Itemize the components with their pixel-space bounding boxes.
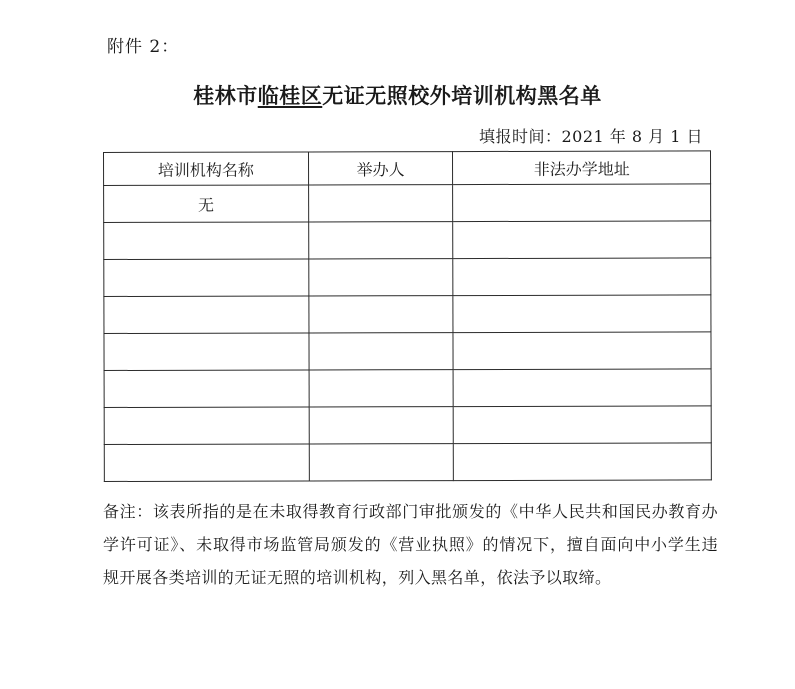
cell-organizer — [309, 444, 454, 481]
cell-illegal-address — [453, 184, 711, 222]
cell-organizer — [309, 333, 454, 370]
remarks-note: 备注：该表所指的是在未取得教育行政部门审批颁发的《中华人民共和国民办教育办学许可证》、未取得市场监管局颁发的《营业执照》的情况下，擅自面向中小学生违规开展各类培训的无证无照的培训机构，列入黑名单，依法予以取缔。 — [103, 502, 718, 587]
header-illegal-address: 非法办学地址 — [453, 151, 711, 185]
cell-illegal-address — [453, 258, 711, 296]
attachment-label: 附件 2： — [107, 37, 180, 57]
cell-institution-name — [104, 296, 309, 334]
cell-organizer — [309, 370, 454, 407]
cell-illegal-address — [453, 295, 711, 333]
cell-institution-name — [104, 222, 309, 260]
cell-institution-name — [104, 259, 309, 297]
cell-institution-name — [104, 444, 309, 482]
cell-organizer — [309, 296, 454, 333]
cell-institution-name — [104, 407, 309, 445]
table-row — [104, 332, 711, 371]
table-row — [104, 221, 711, 260]
table-row — [104, 406, 711, 445]
title-prefix: 桂林市 — [193, 84, 258, 108]
cell-institution-name — [104, 333, 309, 371]
cell-organizer — [309, 407, 454, 444]
cell-organizer — [308, 185, 453, 222]
table-row — [104, 295, 711, 334]
table-header-row — [104, 151, 711, 186]
cell-illegal-address — [454, 406, 712, 444]
title-district: 临桂区 — [257, 84, 323, 108]
document-title — [0, 80, 795, 110]
cell-institution-name: 无 — [104, 185, 309, 223]
table-row — [104, 258, 711, 297]
table-row — [104, 184, 711, 223]
header-institution-name: 培训机构名称 — [104, 152, 309, 186]
table-row — [104, 369, 711, 408]
cell-illegal-address — [453, 369, 711, 407]
header-organizer: 举办人 — [308, 152, 453, 185]
cell-organizer — [308, 259, 453, 296]
table-row — [104, 443, 711, 482]
fill-date: 填报时间：2021 年 8 月 1 日 — [478, 127, 703, 146]
blacklist-table — [103, 150, 712, 482]
cell-illegal-address — [453, 221, 711, 259]
cell-illegal-address — [453, 332, 711, 370]
cell-illegal-address — [454, 443, 712, 481]
cell-organizer — [308, 222, 453, 259]
title-suffix: 无证无照校外培训机构黑名单 — [322, 84, 602, 108]
cell-institution-name — [104, 370, 309, 408]
